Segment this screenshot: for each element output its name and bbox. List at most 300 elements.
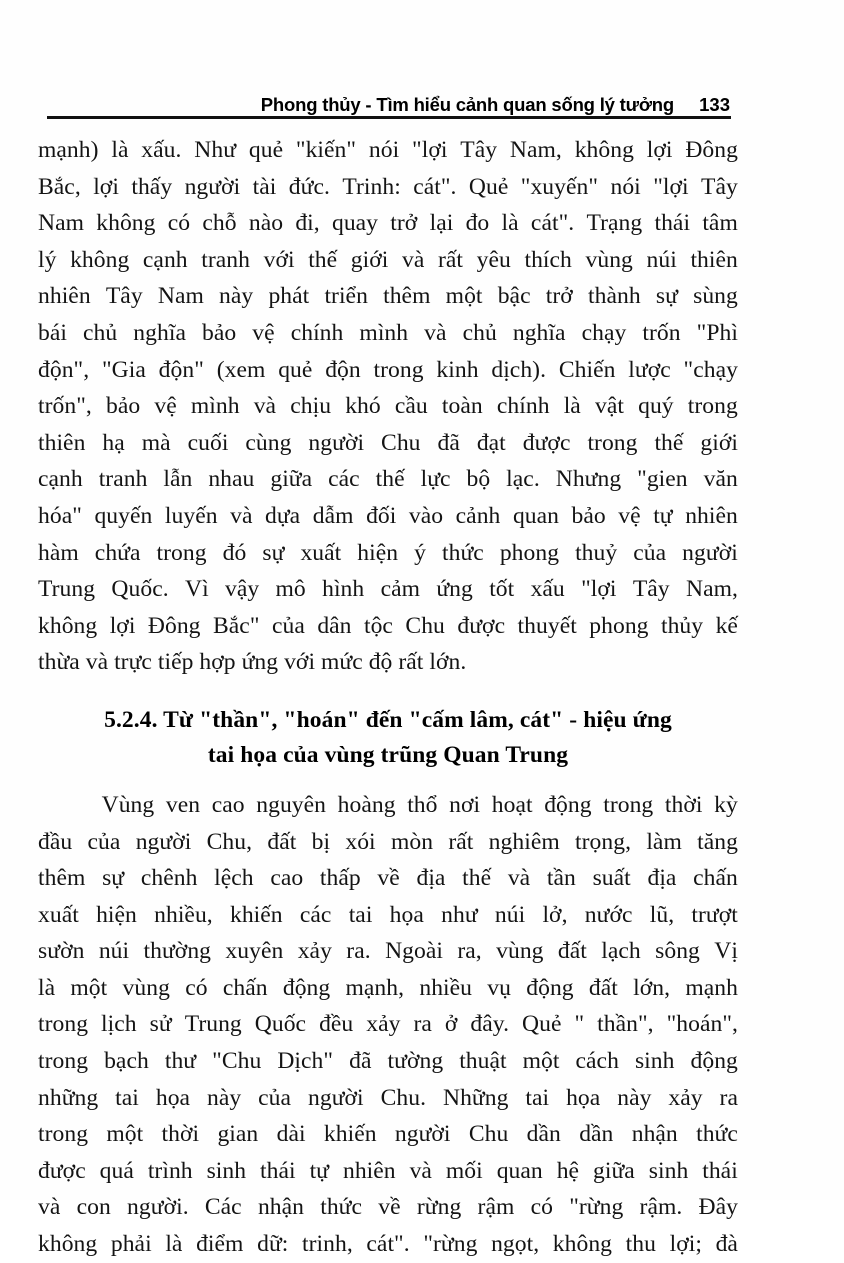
text-word: "kiến" xyxy=(295,137,357,163)
text-word: xấu xyxy=(530,576,565,603)
text-word: về xyxy=(378,1194,401,1221)
text-word: hiện xyxy=(357,539,399,566)
text-word: các xyxy=(328,466,360,493)
text-word: ra, xyxy=(457,938,482,965)
text-word: Chu xyxy=(468,1121,509,1148)
text-word: ven xyxy=(165,791,201,818)
text-word: trốn xyxy=(642,319,681,346)
text-word: thuỷ xyxy=(575,539,618,566)
text-word: thư xyxy=(164,1048,197,1075)
text-word: trong xyxy=(603,791,654,818)
text-word: tai xyxy=(115,1084,139,1111)
text-word: dữ: xyxy=(257,1231,289,1258)
text-word: nguyên xyxy=(256,791,327,818)
page-number: 133 xyxy=(699,94,730,115)
text-word: thổ xyxy=(407,791,438,818)
text-word: chấn xyxy=(693,865,738,892)
text-word: sườn xyxy=(38,938,85,965)
text-word: đầu xyxy=(38,828,73,855)
text-word: và xyxy=(402,246,425,273)
text-word: vệ xyxy=(252,319,275,346)
text-word: như xyxy=(441,901,478,928)
text-word: Như xyxy=(194,137,237,163)
section-heading-line-1: 5.2.4. Từ "thần", "hoán" đến "cấm lâm, cát" - hiệu ứng xyxy=(104,706,672,733)
text-word: là xyxy=(563,393,581,420)
text-word: hiện xyxy=(96,901,137,928)
text-line xyxy=(38,425,738,462)
text-word: xói xyxy=(345,828,376,855)
text-word: "lợi xyxy=(653,173,689,200)
text-word: động xyxy=(282,974,331,1001)
text-word: quá xyxy=(99,1157,134,1184)
text-word: lợi xyxy=(646,137,673,163)
text-word: nhiên xyxy=(342,1157,396,1184)
text-word: nói xyxy=(368,137,400,163)
text-word: những xyxy=(38,1084,99,1111)
text-word: triển xyxy=(324,283,368,310)
text-word: trong xyxy=(687,393,738,420)
text-word: cách xyxy=(575,1048,619,1075)
text-word: chủ xyxy=(462,319,497,346)
text-word: suất xyxy=(592,865,631,892)
text-line xyxy=(38,1080,738,1117)
text-word: sử xyxy=(149,1011,172,1038)
text-word: bậc xyxy=(497,283,531,310)
text-word: đã xyxy=(437,429,460,456)
text-word: tự xyxy=(309,1157,330,1184)
text-word: lại xyxy=(429,210,454,237)
text-word: "rừng xyxy=(569,1194,624,1221)
text-word: Nhưng xyxy=(555,466,622,493)
text-word: bảo xyxy=(202,319,237,346)
text-word: cát". xyxy=(366,1231,410,1258)
text-word: "hoán", xyxy=(666,1011,738,1038)
text-word: tường xyxy=(387,1048,444,1075)
text-word: gian xyxy=(217,1121,259,1148)
text-word: không xyxy=(574,137,634,163)
text-word: cát". xyxy=(530,210,575,237)
text-word: Nam xyxy=(38,210,85,237)
text-word: nhiều xyxy=(419,974,473,1001)
text-word: "Phì xyxy=(696,319,738,346)
text-word: trượt xyxy=(691,901,738,928)
text-word: sinh xyxy=(206,1157,247,1184)
text-word: thích xyxy=(524,246,572,273)
text-word: khiến xyxy=(229,901,283,928)
text-word: thế xyxy=(375,466,405,493)
text-line xyxy=(38,352,738,389)
text-word: Các xyxy=(204,1194,242,1221)
text-word: Chu xyxy=(405,612,445,639)
text-word: một xyxy=(522,1048,560,1075)
text-word: vệ xyxy=(618,502,641,529)
text-line xyxy=(38,315,738,352)
text-word: tâm xyxy=(702,210,738,237)
text-word: thu xyxy=(625,1231,656,1258)
header-title: Phong thủy - Tìm hiểu cảnh quan sống lý tưởng xyxy=(260,94,674,115)
text-word: Bắc" xyxy=(212,612,260,639)
text-word: thêm xyxy=(38,865,86,892)
text-word: thời xyxy=(161,1121,200,1148)
text-word: Vùng xyxy=(101,791,155,818)
text-line xyxy=(38,169,738,206)
text-word: đo xyxy=(465,210,490,237)
text-word: trốn", xyxy=(38,393,92,420)
text-word: Đông xyxy=(147,612,201,639)
text-word: Ngoài xyxy=(385,938,443,965)
text-word: "gien xyxy=(637,466,688,493)
text-word: đất xyxy=(588,974,618,1001)
text-word: đà xyxy=(715,1231,738,1258)
text-word: là xyxy=(38,974,56,1001)
text-word: của xyxy=(633,539,667,566)
text-word: luyến xyxy=(164,502,218,529)
text-word: núi xyxy=(494,901,526,928)
text-word: sự xyxy=(102,865,125,892)
section-heading xyxy=(38,703,738,773)
text-word: thêm xyxy=(383,283,431,310)
text-word: đức. xyxy=(288,173,330,200)
text-word: lợi xyxy=(93,173,119,200)
text-word: tộc xyxy=(363,612,393,639)
text-word: Trung xyxy=(184,1011,242,1038)
text-word: Tây xyxy=(460,137,498,163)
text-word: phải xyxy=(110,1231,152,1258)
text-word: Vị xyxy=(714,938,738,965)
text-word: xuất xyxy=(38,901,79,928)
text-word: thường xyxy=(143,938,212,965)
text-line xyxy=(38,388,738,425)
text-word: bảo xyxy=(571,502,606,529)
text-word: thuyết xyxy=(517,612,577,639)
text-word: thức xyxy=(696,1121,738,1148)
text-word: Trung xyxy=(38,576,96,603)
text-word: Dịch" xyxy=(277,1048,334,1075)
text-word: nói xyxy=(610,173,641,200)
text-word: sinh xyxy=(648,1157,689,1184)
text-word: được xyxy=(38,1157,86,1184)
text-word: bái xyxy=(38,319,67,346)
text-word: chấn xyxy=(222,974,268,1001)
text-word: rất xyxy=(448,828,474,855)
text-line xyxy=(38,1043,738,1080)
text-word: của xyxy=(258,1084,292,1111)
text-word: hoạt xyxy=(491,791,533,818)
text-word: ý xyxy=(414,539,426,566)
text-word: nghĩa xyxy=(512,319,566,346)
text-word: phong xyxy=(589,612,649,639)
text-word: trong xyxy=(38,1048,89,1075)
text-word: đất xyxy=(557,938,587,965)
text-word: lệch xyxy=(214,865,254,892)
text-word: lược xyxy=(628,356,671,383)
text-word: vùng xyxy=(496,938,544,965)
text-word: xấu. xyxy=(141,137,182,163)
text-word: rất xyxy=(437,246,464,273)
text-word: tài xyxy=(252,173,277,200)
text-word: lở, xyxy=(542,901,568,928)
text-word: khó xyxy=(345,393,381,420)
text-word: cát". xyxy=(413,173,457,200)
text-word: này xyxy=(617,1084,652,1111)
text-word: " xyxy=(574,1011,585,1038)
header-divider xyxy=(47,116,731,119)
text-word: thế xyxy=(308,246,338,273)
text-word: không xyxy=(70,246,130,273)
text-word: người xyxy=(394,1121,451,1148)
text-word: rậm xyxy=(477,1194,515,1221)
text-word: Quẻ xyxy=(468,173,509,200)
text-word: hình xyxy=(322,576,365,603)
text-word: này xyxy=(219,283,254,310)
text-word: lẫn xyxy=(163,466,193,493)
text-word: trong xyxy=(587,429,638,456)
paragraph-body-1 xyxy=(38,132,738,681)
text-line xyxy=(38,205,738,242)
text-word: độn", xyxy=(38,356,90,383)
text-word: nhận xyxy=(631,1121,678,1148)
text-word: mòn xyxy=(390,828,434,855)
text-word: dịch). xyxy=(491,356,547,383)
text-word: núi xyxy=(98,938,130,965)
page-content xyxy=(38,132,738,1263)
text-word: thấp xyxy=(319,865,361,892)
text-word: và xyxy=(507,865,531,892)
text-word: nhau xyxy=(208,466,255,493)
text-word: dân xyxy=(317,612,352,639)
text-word: của xyxy=(87,828,121,855)
text-word: sự xyxy=(262,539,285,566)
text-word: quan xyxy=(496,1157,543,1184)
text-word: động xyxy=(544,791,592,818)
text-word: xuyên xyxy=(225,938,284,965)
text-word: chênh xyxy=(140,865,198,892)
text-word: cạnh xyxy=(142,246,188,273)
text-word: một xyxy=(106,1121,144,1148)
text-word: bạch xyxy=(104,1048,149,1075)
text-word: chịu xyxy=(290,393,332,420)
text-word: và xyxy=(409,1157,432,1184)
text-word: quay xyxy=(331,210,379,237)
text-word: xảy xyxy=(668,1084,703,1111)
text-word: Nam xyxy=(157,283,204,310)
text-word: giữa xyxy=(270,466,313,493)
text-word: Tây xyxy=(105,283,143,310)
text-word: đã xyxy=(349,1048,372,1075)
text-word: trọng, xyxy=(575,828,632,855)
text-word: Vì xyxy=(184,576,209,603)
text-word: giữa xyxy=(593,1157,635,1184)
text-word: là xyxy=(501,210,519,237)
text-word: thức xyxy=(442,539,484,566)
text-word: nhiên xyxy=(685,502,738,529)
text-word: không xyxy=(552,1231,613,1258)
text-word: tai xyxy=(525,1084,550,1111)
text-word: trong xyxy=(373,356,424,383)
text-word: mạnh, xyxy=(345,974,405,1001)
running-header xyxy=(47,86,730,116)
text-word: chỗ xyxy=(202,210,237,237)
text-word: chạy xyxy=(581,319,627,346)
text-word: sùng xyxy=(693,283,738,310)
text-word: đất xyxy=(267,828,297,855)
text-line xyxy=(38,571,738,608)
text-word: Bắc, xyxy=(38,173,81,200)
text-word: trở xyxy=(390,210,418,237)
text-word: Chu xyxy=(381,429,421,456)
text-word: hoàng xyxy=(337,791,396,818)
text-word: nghiêm xyxy=(488,828,560,855)
text-word: bị xyxy=(311,828,331,855)
text-word: lực xyxy=(420,466,451,493)
text-word: Nam, xyxy=(509,137,562,163)
text-word: dài xyxy=(276,1121,306,1148)
text-word: họa xyxy=(155,1084,191,1111)
text-word: ở xyxy=(444,1011,458,1038)
text-word: "rừng xyxy=(423,1231,478,1258)
text-word: xảy xyxy=(297,938,332,965)
text-word: văn xyxy=(703,466,738,493)
text-word: lớn, xyxy=(633,974,671,1001)
text-word: họa xyxy=(389,901,424,928)
text-word: xảy xyxy=(366,1011,401,1038)
text-word: trong xyxy=(156,539,207,566)
text-word: thái xyxy=(260,1157,296,1184)
text-word: cao xyxy=(270,865,304,892)
text-word: cạnh xyxy=(38,466,83,493)
text-line xyxy=(38,1153,738,1190)
text-word: mạnh) xyxy=(38,137,99,163)
text-line xyxy=(38,897,738,934)
text-word: thái xyxy=(702,1157,738,1184)
text-word: một xyxy=(445,283,483,310)
text-word: họa xyxy=(566,1084,601,1111)
text-word: hóa" xyxy=(38,502,82,529)
text-word: "Chu xyxy=(212,1048,262,1075)
text-word: một xyxy=(70,974,108,1001)
text-word: vùng xyxy=(122,974,170,1001)
text-word: mình xyxy=(190,393,240,420)
text-word: thế xyxy=(462,865,492,892)
text-word: "lợi xyxy=(581,576,617,603)
text-line xyxy=(38,1189,738,1226)
text-word: Trinh: xyxy=(342,173,401,200)
text-word: chính xyxy=(496,393,550,420)
text-word: cuối xyxy=(187,429,229,456)
text-word: tranh xyxy=(98,466,148,493)
text-word: vệ xyxy=(154,393,177,420)
text-word: Nam, xyxy=(685,576,738,603)
text-line xyxy=(38,787,738,824)
text-word: ra xyxy=(413,1011,432,1038)
text-word: mà xyxy=(141,429,171,456)
text-word: không xyxy=(96,210,156,237)
text-word: này xyxy=(207,1084,242,1111)
section-heading-line-2: tai họa của vùng trũng Quan Trung xyxy=(207,741,569,768)
text-word: kinh xyxy=(436,356,479,383)
text-word: dựa xyxy=(265,502,301,529)
text-word: hệ xyxy=(556,1157,580,1184)
text-word: cầu xyxy=(394,393,428,420)
text-word: quan xyxy=(512,502,560,529)
text-word: nước xyxy=(584,901,633,928)
text-word: "lợi xyxy=(412,137,448,163)
text-word: người. xyxy=(127,1194,189,1221)
text-word: (xem xyxy=(216,356,266,383)
text-line xyxy=(38,242,738,279)
text-line xyxy=(38,824,738,861)
text-line xyxy=(38,535,738,572)
text-word: trinh, xyxy=(302,1231,353,1258)
text-word: Chu. xyxy=(380,1084,427,1111)
text-word: vùng xyxy=(585,246,633,273)
text-word: không xyxy=(38,1231,98,1258)
text-word: thiên xyxy=(690,246,738,273)
text-word: thiên xyxy=(38,429,86,456)
text-word: lũ, xyxy=(649,901,675,928)
text-word: đây. xyxy=(470,1011,510,1038)
text-word: thuật xyxy=(459,1048,507,1075)
text-line xyxy=(38,1116,738,1153)
text-word: mô xyxy=(275,576,306,603)
text-word: quẻ xyxy=(248,137,284,163)
text-word: nhận xyxy=(257,1194,305,1221)
text-word: địa xyxy=(416,865,446,892)
text-word: vào xyxy=(408,502,444,529)
text-word: ra. xyxy=(346,938,371,965)
text-word: bộ xyxy=(466,466,491,493)
text-word: lợi; xyxy=(669,1231,702,1258)
text-word: người xyxy=(682,539,738,566)
text-word: xuất xyxy=(300,539,342,566)
text-word: tốt xyxy=(489,576,515,603)
text-word: toàn xyxy=(441,393,483,420)
text-word: hạ xyxy=(102,429,125,456)
text-word: lạc. xyxy=(506,466,540,493)
text-line xyxy=(38,933,738,970)
text-word: Trạng xyxy=(586,210,643,237)
text-word: người xyxy=(308,1084,364,1111)
text-word: độn" xyxy=(158,356,204,383)
text-word: tranh xyxy=(201,246,250,273)
text-word: sông xyxy=(655,938,700,965)
text-word: quẻ xyxy=(278,356,313,383)
text-word: con xyxy=(76,1194,111,1221)
text-word: được xyxy=(522,429,571,456)
text-word: mạnh xyxy=(685,974,738,1001)
text-word: có xyxy=(530,1194,553,1221)
text-word: phát xyxy=(268,283,310,310)
text-word: thành xyxy=(588,283,641,310)
text-line xyxy=(38,461,738,498)
text-word: vật xyxy=(594,393,624,420)
text-word: dần xyxy=(579,1121,614,1148)
text-line xyxy=(38,1226,738,1263)
text-word: quý xyxy=(638,393,674,420)
text-word: "Gia xyxy=(101,356,146,383)
text-word: Quốc. xyxy=(111,576,169,603)
text-word: lý xyxy=(38,246,57,273)
text-word: ứng xyxy=(436,576,473,603)
text-word: Quẻ xyxy=(522,1011,562,1038)
text-word: đạt xyxy=(476,429,506,456)
text-word: chủ xyxy=(83,319,118,346)
text-word: thế xyxy=(654,429,684,456)
text-word: sinh xyxy=(634,1048,675,1075)
text-word: thời xyxy=(664,791,703,818)
text-word: Chu, xyxy=(206,828,253,855)
text-word: sự xyxy=(655,283,678,310)
